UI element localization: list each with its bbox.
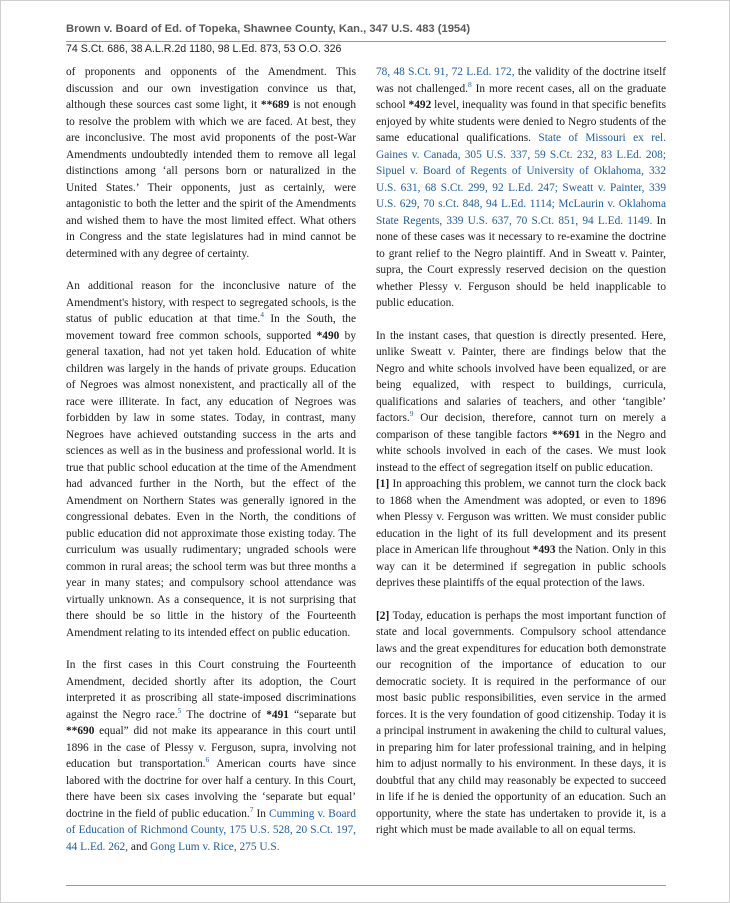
footnote-ref[interactable]: 5 (177, 705, 182, 715)
footnote-ref[interactable]: 4 (260, 310, 264, 320)
footnote-ref[interactable]: 7 (249, 804, 254, 814)
paragraph: In the instant cases, that question is directly presented. Here, unlike Sweatt v. Painter, there are findings below that the Negro and white schools involved have been equalized, or are being equalized, with respect to buildings, curricula, qualifications and salaries of teachers, and other ‘tangible’ factors.$^9$ Our decision, therefore, cannot turn on merely a comparison of these tangible factors **691 in the Negro and white schools involved in each of the cases. We must look instead to the effect of segregation itself on public education. (376, 329, 666, 474)
paragraph: An additional reason for the inconclusive nature of the Amendment's history, with respect to segregated schools, is the status of public education at that time.$^4$ In the South, the movement toward free common schools, supported *490 by general taxation, had not yet taken hold. Education of white children was largely in the hands of private groups. Education of Negroes was almost nonexistent, and practically all of the race were illiterate. In fact, any education of Negroes was forbidden by law in some states. Today, in contrast, many Negroes have achieved outstanding success in the arts and sciences as well as in the business and professional world. It is true that public school education at the time of the Amendment had advanced further in the North, but the effect of the Amendment on Northern States was generally ignored in the congressional debates. Even in the North, the conditions of public education did not approximate those existing today. The curriculum was usually rudimentary; ungraded schools were common in rural areas; the school term was but three months a year in many states; and compulsory school attendance was virtually unknown. As a consequence, it is not surprising that there should be so little in the history of the Fourteenth Amendment relating to its intended effect on public education. (66, 280, 357, 639)
case-link-gong-lum-cont[interactable]: 78, 48 S.Ct. 91, 72 L.Ed. 172, (376, 66, 515, 78)
star-page-marker: *493 (532, 544, 556, 556)
star-page-marker: **690 (66, 725, 95, 737)
headnote-marker[interactable]: [1] (376, 478, 390, 490)
case-link-mclaurin[interactable]: McLaurin v. Oklahoma State Regents, 339 U.S. 637, 70 S.Ct. 851, 94 L.Ed. 1149. (376, 198, 666, 227)
paragraph: of proponents and opponents of the Amendment. This discussion and our own investigation convince us that, although these sources cast some light, it **689 is not enough to resolve the problem with which we are faced. At best, they are inconclusive. The most avid proponents of the post-War Amendments undoubtedly intended them to remove all legal distinctions among ‘all persons born or naturalized in the United States.’ Their opponents, just as certainly, were antagonistic to both the letter and the spirit of the Amendments and wished them to have the most limited effect. What others in Congress and the state legislatures had in mind cannot be determined with any degree of certainty. (66, 66, 356, 260)
star-page-marker: *491 (266, 708, 289, 721)
right-column (376, 64, 666, 839)
footer-divider (66, 885, 666, 886)
case-link-cumming[interactable]: Cumming v. Board of Education of Richmond County, 175 U.S. 528, 20 S.Ct. 197, 44 L.Ed. 262, (66, 807, 356, 853)
star-page-marker: *490 (316, 329, 340, 342)
star-page-marker: **691 (551, 428, 581, 441)
paragraph: 78, 48 S.Ct. 91, 72 L.Ed. 172, the validity of the doctrine itself was not challenged.$^8$ In more recent cases, all on the graduate school *492 level, inequality was found in that specific benefits enjoyed by white students were denied to Negro students of the same educational qualifications. State of Missouri ex rel. Gaines v. Canada, 305 U.S. 337, 59 S.Ct. 232, 83 L.Ed. 208; Sipuel v. Board of Regents of University of Oklahoma, 332 U.S. 631, 68 S.Ct. 299, 92 L.Ed. 247; Sweatt v. Painter, 339 U.S. 629, 70 s.Ct. 848, 94 L.Ed. 1114; McLaurin v. Oklahoma State Regents, 339 U.S. 637, 70 S.Ct. 851, 94 L.Ed. 1149. In none of these cases was it necessary to re-examine the doctrine to grant relief to the Negro plaintiff. And in Sweatt v. Painter, supra, the Court expressly reserved decision on the question whether Plessy v. Ferguson should be held inapplicable to public education. (376, 66, 667, 309)
left-column (66, 64, 356, 855)
case-link-gaines[interactable]: State of Missouri ex rel. Gaines v. Canada, 305 U.S. 337, 59 S.Ct. 232, 83 L.Ed. 208; (376, 132, 666, 161)
paragraph: [2] Today, education is perhaps the most important function of state and local governments. Compulsory school attendance laws and the great expenditures for education both demonstrate our recognition of the importance of education to our democratic society. It is required in the performance of our most basic public responsibilities, even service in the armed forces. It is the very foundation of good citizenship. Today it is a principal instrument in awakening the child to cultural values, in preparing him for later professional training, and in helping him to adjust normally to his environment. In these days, it is doubtful that any child may reasonably be expected to succeed in life if he is denied the opportunity of an education. Such an opportunity, where the state has undertaken to provide it, is a right which must be made available to all on equal terms. (376, 609, 666, 836)
paragraph: In the first cases in this Court construing the Fourteenth Amendment, decided shortly after its adoption, the Court interpreted it as proscribing all state-imposed discriminations against the Negro race.$^5$ The doctrine of *491 “separate but **690 equal” did not make its appearance in this court until 1896 in the case of Plessy v. Ferguson, supra, involving not education but transportation.$^6$ American courts have since labored with the doctrine for over half a century. In this Court, there have been six cases involving the ‘separate but equal’ doctrine in the field of public education.$^7$ In Cumming v. Board of Education of Richmond County, 175 U.S. 528, 20 S.Ct. 197, 44 L.Ed. 262, and Gong Lum v. Rice, 275 U.S. (66, 659, 356, 853)
headnote-marker[interactable]: [2] (376, 609, 390, 622)
case-link-gong-lum[interactable]: Gong Lum v. Rice, 275 U.S. (150, 840, 280, 853)
case-link-sipuel[interactable]: Sipuel v. Board of Regents of University of Oklahoma, 332 U.S. 631, 68 S.Ct. 299, 92 L.Ed. 247; (376, 165, 666, 194)
case-title-header: Brown v. Board of Ed. of Topeka, Shawnee County, Kan., 347 U.S. 483 (1954) (66, 23, 471, 35)
case-link-sweatt[interactable]: Sweatt v. Painter, 339 U.S. 629, 70 s.Ct. 848, 94 L.Ed. 1114; (376, 181, 667, 210)
footnote-ref[interactable]: 8 (467, 79, 472, 89)
star-page-marker: *492 (408, 99, 432, 111)
star-page-marker: **689 (260, 99, 290, 111)
paragraph: [1] In approaching this problem, we cannot turn the clock back to 1868 when the Amendment was adopted, or even to 1896 when Plessy v. Ferguson was written. We must consider public education in the light of its full development and its present place in American life throughout *493 the Nation. Only in this way can it be determined if segregation in public schools deprives these plaintiffs of the equal protection of the laws. (376, 478, 666, 589)
header-divider (66, 41, 666, 42)
footnote-ref[interactable]: 6 (205, 755, 210, 765)
footnote-ref[interactable]: 9 (409, 409, 414, 419)
parallel-citations: 74 S.Ct. 686, 38 A.L.R.2d 1180, 98 L.Ed. 873, 53 O.O. 326 (66, 43, 342, 55)
